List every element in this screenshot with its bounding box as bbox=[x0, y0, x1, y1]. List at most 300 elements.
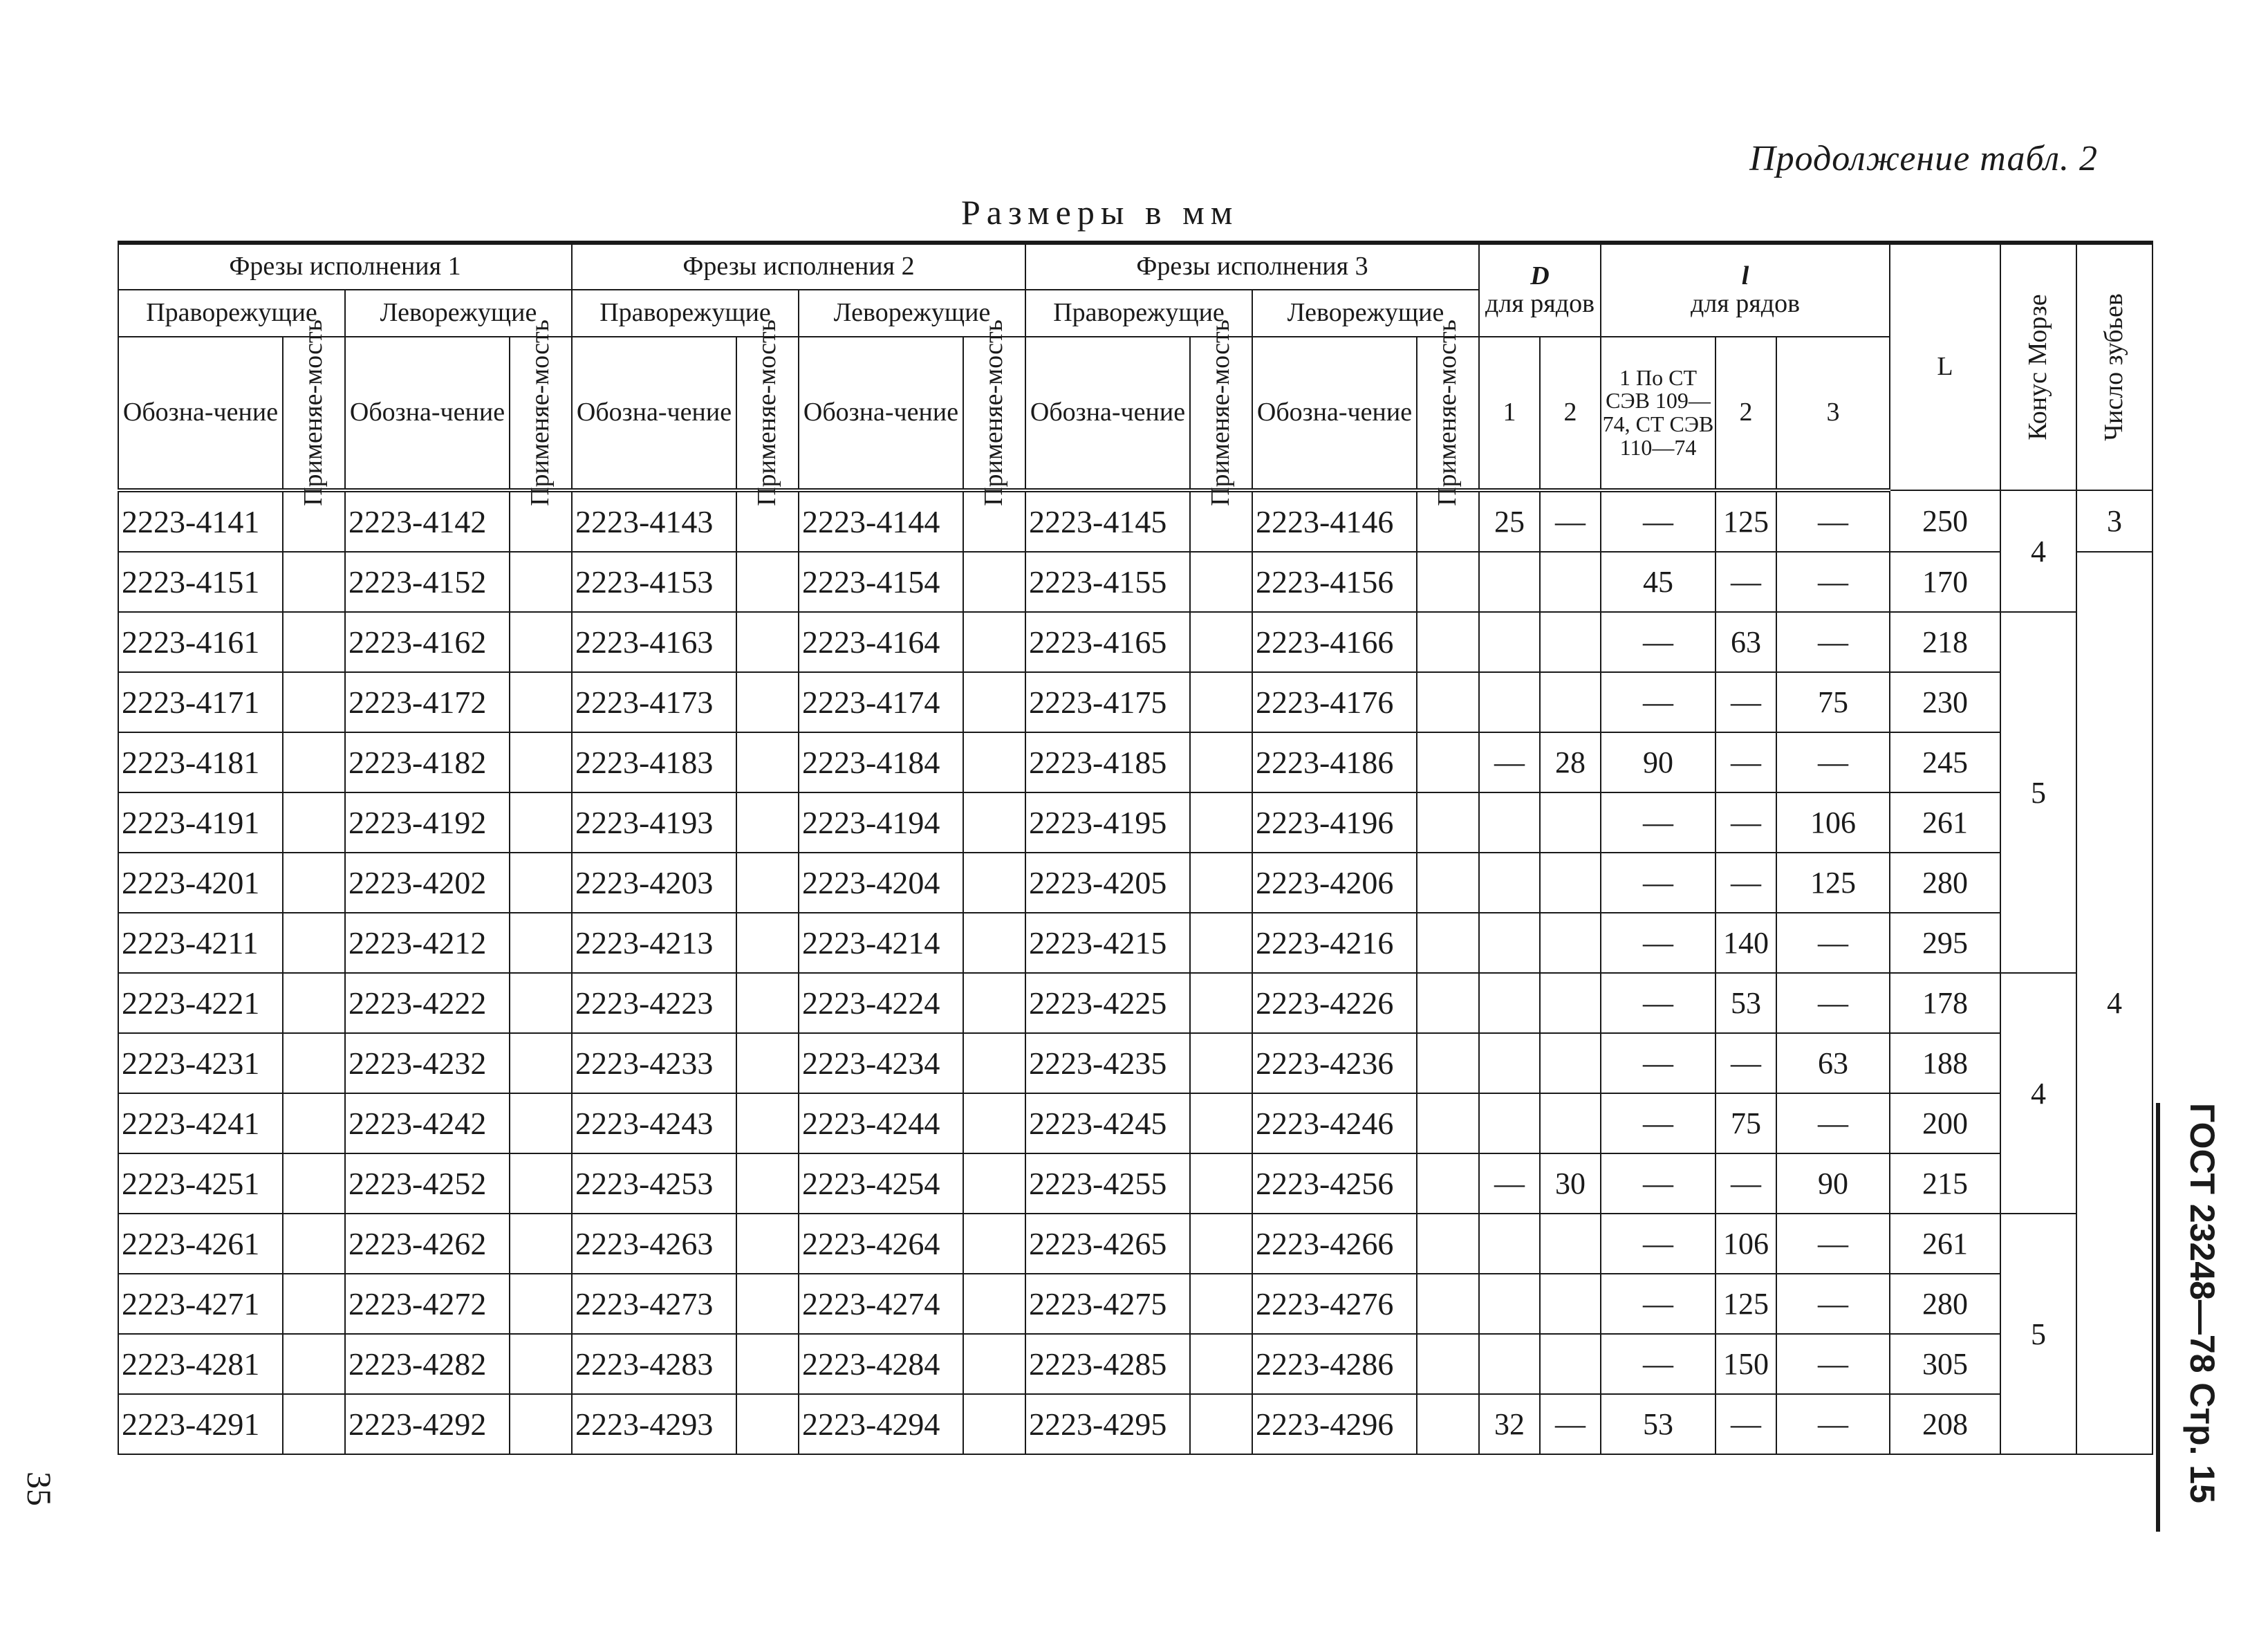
header-D-symbol: D bbox=[1530, 261, 1550, 291]
cutter-designation: 2223-4275 bbox=[1025, 1274, 1190, 1334]
cutter-designation: 2223-4234 bbox=[799, 1033, 963, 1093]
cutter-designation: 2223-4212 bbox=[345, 913, 510, 973]
cell-d2 bbox=[1540, 853, 1601, 913]
cutter-applicability bbox=[510, 1033, 572, 1093]
cutter-applicability bbox=[1417, 552, 1479, 612]
cutter-applicability bbox=[510, 672, 572, 732]
cutter-applicability bbox=[1417, 913, 1479, 973]
cutter-designation: 2223-4266 bbox=[1252, 1214, 1417, 1274]
cell-l2: — bbox=[1716, 672, 1776, 732]
cell-L: 261 bbox=[1890, 1214, 2000, 1274]
cell-L: 215 bbox=[1890, 1153, 2000, 1214]
cutter-applicability bbox=[1417, 973, 1479, 1033]
cell-l2: — bbox=[1716, 732, 1776, 792]
cutter-designation: 2223-4186 bbox=[1252, 732, 1417, 792]
cell-l3: — bbox=[1776, 1394, 1890, 1454]
cutter-applicability bbox=[736, 672, 799, 732]
cutter-applicability bbox=[283, 612, 345, 672]
cutter-applicability bbox=[1190, 1274, 1252, 1334]
cutter-designation: 2223-4155 bbox=[1025, 552, 1190, 612]
cell-l1: — bbox=[1601, 792, 1716, 853]
cell-l3: — bbox=[1776, 1214, 1890, 1274]
cell-l2: 125 bbox=[1716, 490, 1776, 552]
header-l-row-1: 1 По СТ СЭВ 109—74, СТ СЭВ 110—74 bbox=[1601, 337, 1716, 490]
cutter-designation: 2223-4162 bbox=[345, 612, 510, 672]
header-applicability-label: Применяе-мость bbox=[752, 319, 782, 506]
cell-l2: 53 bbox=[1716, 973, 1776, 1033]
teeth-count: 4 bbox=[2076, 552, 2153, 1454]
cutter-designation: 2223-4232 bbox=[345, 1033, 510, 1093]
cell-d1: 25 bbox=[1479, 490, 1540, 552]
morse-taper: 4 bbox=[2000, 490, 2076, 612]
cell-l3: — bbox=[1776, 490, 1890, 552]
cell-l1: — bbox=[1601, 1093, 1716, 1153]
cell-L: 295 bbox=[1890, 913, 2000, 973]
cutter-designation: 2223-4233 bbox=[572, 1033, 736, 1093]
cutter-designation: 2223-4293 bbox=[572, 1394, 736, 1454]
cutter-designation: 2223-4145 bbox=[1025, 490, 1190, 552]
cutter-designation: 2223-4273 bbox=[572, 1274, 736, 1334]
cell-d1 bbox=[1479, 853, 1540, 913]
cutter-applicability bbox=[963, 1274, 1025, 1334]
cutter-designation: 2223-4276 bbox=[1252, 1274, 1417, 1334]
cutter-designation: 2223-4224 bbox=[799, 973, 963, 1033]
cell-L: 178 bbox=[1890, 973, 2000, 1033]
header-l-symbol: l bbox=[1741, 261, 1749, 291]
cutter-applicability bbox=[963, 853, 1025, 913]
header-right-cutting: Праворежущие bbox=[1025, 290, 1252, 337]
cell-d2 bbox=[1540, 1033, 1601, 1093]
cell-d1 bbox=[1479, 552, 1540, 612]
cutter-designation: 2223-4146 bbox=[1252, 490, 1417, 552]
header-designation: Обозна-чение bbox=[1252, 337, 1417, 490]
cell-d2 bbox=[1540, 612, 1601, 672]
cutter-designation: 2223-4292 bbox=[345, 1394, 510, 1454]
cutter-applicability bbox=[510, 552, 572, 612]
cutter-designation: 2223-4235 bbox=[1025, 1033, 1190, 1093]
cutter-designation: 2223-4154 bbox=[799, 552, 963, 612]
cell-d1 bbox=[1479, 913, 1540, 973]
cutter-applicability bbox=[1417, 1214, 1479, 1274]
cell-l1: — bbox=[1601, 672, 1716, 732]
cutter-applicability bbox=[736, 612, 799, 672]
header-designation: Обозна-чение bbox=[572, 337, 736, 490]
table-body bbox=[118, 490, 2153, 1454]
cutter-designation: 2223-4294 bbox=[799, 1394, 963, 1454]
cell-d2 bbox=[1540, 1274, 1601, 1334]
cell-l1: — bbox=[1601, 1214, 1716, 1274]
cutter-applicability bbox=[963, 732, 1025, 792]
cell-l1: 53 bbox=[1601, 1394, 1716, 1454]
cell-l1: 45 bbox=[1601, 552, 1716, 612]
header-l-row-2: 2 bbox=[1716, 337, 1776, 490]
cell-d2: 30 bbox=[1540, 1153, 1601, 1214]
cell-d1 bbox=[1479, 1093, 1540, 1153]
cutter-applicability bbox=[1190, 1214, 1252, 1274]
cutter-applicability bbox=[736, 792, 799, 853]
cutter-applicability bbox=[1190, 732, 1252, 792]
cell-d2: 28 bbox=[1540, 732, 1601, 792]
header-D-row-1: 1 bbox=[1479, 337, 1540, 490]
header-D bbox=[1479, 243, 1601, 337]
header-right-cutting: Праворежущие bbox=[118, 290, 345, 337]
cutter-designation: 2223-4204 bbox=[799, 853, 963, 913]
cell-L: 261 bbox=[1890, 792, 2000, 853]
cell-d2 bbox=[1540, 973, 1601, 1033]
cell-L: 305 bbox=[1890, 1334, 2000, 1394]
cutter-applicability bbox=[736, 732, 799, 792]
cutter-designation: 2223-4165 bbox=[1025, 612, 1190, 672]
cutter-applicability bbox=[510, 732, 572, 792]
cutter-designation: 2223-4191 bbox=[118, 792, 283, 853]
cell-l1: 90 bbox=[1601, 732, 1716, 792]
table-row bbox=[118, 490, 2153, 552]
cutter-designation: 2223-4252 bbox=[345, 1153, 510, 1214]
header-morse bbox=[2000, 243, 2076, 490]
cutter-designation: 2223-4243 bbox=[572, 1093, 736, 1153]
header-D-sub: для рядов bbox=[1485, 289, 1595, 318]
cutter-designation: 2223-4214 bbox=[799, 913, 963, 973]
cell-l1: — bbox=[1601, 1033, 1716, 1093]
cell-d2 bbox=[1540, 1093, 1601, 1153]
cell-l1: — bbox=[1601, 1274, 1716, 1334]
cell-L: 170 bbox=[1890, 552, 2000, 612]
cutter-applicability bbox=[963, 1334, 1025, 1394]
cutter-applicability bbox=[736, 1334, 799, 1394]
table-row bbox=[118, 1033, 2153, 1093]
cutter-applicability bbox=[1417, 1153, 1479, 1214]
cell-l3: — bbox=[1776, 1334, 1890, 1394]
cell-l2: 140 bbox=[1716, 913, 1776, 973]
cutter-designation: 2223-4265 bbox=[1025, 1214, 1190, 1274]
cutter-applicability bbox=[510, 1214, 572, 1274]
header-l-row-3: 3 bbox=[1776, 337, 1890, 490]
cutter-applicability bbox=[283, 732, 345, 792]
cell-l2: 106 bbox=[1716, 1214, 1776, 1274]
table-row bbox=[118, 672, 2153, 732]
cell-d2: — bbox=[1540, 490, 1601, 552]
table-row bbox=[118, 1153, 2153, 1214]
header-left-cutting: Леворежущие bbox=[799, 290, 1025, 337]
cell-d2: — bbox=[1540, 1394, 1601, 1454]
cutter-designation: 2223-4256 bbox=[1252, 1153, 1417, 1214]
cutter-applicability bbox=[510, 1153, 572, 1214]
header-l-sub: для рядов bbox=[1690, 289, 1801, 318]
cell-d2 bbox=[1540, 672, 1601, 732]
cutter-applicability bbox=[510, 792, 572, 853]
header-applicability bbox=[1417, 319, 1479, 506]
cutter-designation: 2223-4254 bbox=[799, 1153, 963, 1214]
gost-stamp bbox=[2156, 1103, 2236, 1532]
cell-l1: — bbox=[1601, 1153, 1716, 1214]
cell-l3: — bbox=[1776, 552, 1890, 612]
table-row bbox=[118, 1334, 2153, 1394]
cell-d1 bbox=[1479, 672, 1540, 732]
header-morse-label: Конус Морзе bbox=[2023, 294, 2053, 440]
cutter-applicability bbox=[1417, 853, 1479, 913]
cutter-designation: 2223-4151 bbox=[118, 552, 283, 612]
cutter-designation: 2223-4206 bbox=[1252, 853, 1417, 913]
teeth-count: 3 bbox=[2076, 490, 2153, 552]
cutter-designation: 2223-4176 bbox=[1252, 672, 1417, 732]
cutter-applicability bbox=[283, 672, 345, 732]
cutter-designation: 2223-4291 bbox=[118, 1394, 283, 1454]
cell-l2: 125 bbox=[1716, 1274, 1776, 1334]
cutter-designation: 2223-4171 bbox=[118, 672, 283, 732]
cutter-designation: 2223-4285 bbox=[1025, 1334, 1190, 1394]
cutter-designation: 2223-4141 bbox=[118, 490, 283, 552]
cutter-designation: 2223-4263 bbox=[572, 1214, 736, 1274]
cutter-applicability bbox=[963, 973, 1025, 1033]
cutter-designation: 2223-4142 bbox=[345, 490, 510, 552]
cutter-applicability bbox=[283, 913, 345, 973]
table-continuation-caption: Продолжение табл. 2 bbox=[1749, 139, 2098, 178]
table-row bbox=[118, 552, 2153, 612]
cutter-applicability bbox=[963, 1033, 1025, 1093]
cell-l2: — bbox=[1716, 853, 1776, 913]
cutter-applicability bbox=[1417, 732, 1479, 792]
cutter-designation: 2223-4255 bbox=[1025, 1153, 1190, 1214]
cutter-designation: 2223-4274 bbox=[799, 1274, 963, 1334]
cell-l3: 90 bbox=[1776, 1153, 1890, 1214]
cutter-designation: 2223-4236 bbox=[1252, 1033, 1417, 1093]
header-designation: Обозна-чение bbox=[799, 337, 963, 490]
cutter-applicability bbox=[283, 1214, 345, 1274]
cutter-applicability bbox=[510, 913, 572, 973]
cutter-applicability bbox=[510, 612, 572, 672]
cutter-applicability bbox=[736, 1214, 799, 1274]
table-row bbox=[118, 1214, 2153, 1274]
cutter-designation: 2223-4184 bbox=[799, 732, 963, 792]
cell-d1 bbox=[1479, 612, 1540, 672]
table-row bbox=[118, 1093, 2153, 1153]
cutter-applicability bbox=[283, 1394, 345, 1454]
cell-l3: 63 bbox=[1776, 1033, 1890, 1093]
cutter-applicability bbox=[963, 1394, 1025, 1454]
cutter-applicability bbox=[736, 1153, 799, 1214]
cutter-designation: 2223-4253 bbox=[572, 1153, 736, 1214]
cutter-applicability bbox=[1417, 1334, 1479, 1394]
cutter-designation: 2223-4251 bbox=[118, 1153, 283, 1214]
table-row bbox=[118, 612, 2153, 672]
cutter-applicability bbox=[1190, 1153, 1252, 1214]
cutter-applicability bbox=[1190, 1093, 1252, 1153]
header-applicability bbox=[1190, 319, 1252, 506]
cutter-applicability bbox=[1190, 672, 1252, 732]
header-left-cutting: Леворежущие bbox=[345, 290, 572, 337]
cell-d1: 32 bbox=[1479, 1394, 1540, 1454]
header-designation: Обозна-чение bbox=[118, 337, 283, 490]
header-applicability-label: Применяе-мость bbox=[1433, 319, 1462, 506]
header-teeth-label: Число зубьев bbox=[2099, 293, 2129, 441]
cutter-applicability bbox=[963, 612, 1025, 672]
cell-L: 280 bbox=[1890, 1274, 2000, 1334]
cutter-designation: 2223-4226 bbox=[1252, 973, 1417, 1033]
cutter-applicability bbox=[963, 913, 1025, 973]
header-group-1: Фрезы исполнения 1 bbox=[118, 243, 572, 290]
cutter-applicability bbox=[736, 973, 799, 1033]
cutter-designation: 2223-4231 bbox=[118, 1033, 283, 1093]
cutter-designation: 2223-4216 bbox=[1252, 913, 1417, 973]
header-applicability-label: Применяе-мость bbox=[299, 319, 328, 506]
cutter-applicability bbox=[963, 1214, 1025, 1274]
cell-l3: — bbox=[1776, 973, 1890, 1033]
cutter-designation: 2223-4264 bbox=[799, 1214, 963, 1274]
header-D-row-2: 2 bbox=[1540, 337, 1601, 490]
cutter-applicability bbox=[736, 1274, 799, 1334]
cutter-applicability bbox=[283, 1153, 345, 1214]
cell-L: 280 bbox=[1890, 853, 2000, 913]
cell-L: 230 bbox=[1890, 672, 2000, 732]
cutter-designation: 2223-4284 bbox=[799, 1334, 963, 1394]
cutter-designation: 2223-4225 bbox=[1025, 973, 1190, 1033]
cell-d1 bbox=[1479, 1033, 1540, 1093]
header-applicability bbox=[963, 319, 1025, 506]
header-designation: Обозна-чение bbox=[345, 337, 510, 490]
morse-taper: 5 bbox=[2000, 1214, 2076, 1454]
cutter-designation: 2223-4202 bbox=[345, 853, 510, 913]
morse-taper: 5 bbox=[2000, 612, 2076, 973]
cell-l2: 75 bbox=[1716, 1093, 1776, 1153]
cutter-designation: 2223-4262 bbox=[345, 1214, 510, 1274]
cutter-applicability bbox=[1190, 552, 1252, 612]
cell-d1: — bbox=[1479, 1153, 1540, 1214]
cutter-applicability bbox=[1417, 612, 1479, 672]
morse-taper: 4 bbox=[2000, 973, 2076, 1214]
table-row bbox=[118, 1274, 2153, 1334]
cutter-designation: 2223-4156 bbox=[1252, 552, 1417, 612]
cutter-designation: 2223-4196 bbox=[1252, 792, 1417, 853]
cell-l1: — bbox=[1601, 612, 1716, 672]
cutter-applicability bbox=[510, 853, 572, 913]
cutter-applicability bbox=[736, 853, 799, 913]
cell-L: 218 bbox=[1890, 612, 2000, 672]
header-left-cutting: Леворежущие bbox=[1252, 290, 1479, 337]
cell-l1: — bbox=[1601, 913, 1716, 973]
cutter-applicability bbox=[1190, 973, 1252, 1033]
cell-d1 bbox=[1479, 973, 1540, 1033]
cell-l3: 125 bbox=[1776, 853, 1890, 913]
header-applicability-label: Применяе-мость bbox=[1206, 319, 1236, 506]
cell-l2: — bbox=[1716, 552, 1776, 612]
cutter-applicability bbox=[510, 1394, 572, 1454]
cell-l2: — bbox=[1716, 792, 1776, 853]
cutter-designation: 2223-4183 bbox=[572, 732, 736, 792]
cutter-designation: 2223-4152 bbox=[345, 552, 510, 612]
cell-L: 200 bbox=[1890, 1093, 2000, 1153]
cell-l3: 106 bbox=[1776, 792, 1890, 853]
cutter-designation: 2223-4241 bbox=[118, 1093, 283, 1153]
cutter-applicability bbox=[1190, 913, 1252, 973]
cell-l2: 150 bbox=[1716, 1334, 1776, 1394]
cutter-designation: 2223-4203 bbox=[572, 853, 736, 913]
header-applicability-label: Применяе-мость bbox=[526, 319, 555, 506]
cutter-applicability bbox=[1190, 1394, 1252, 1454]
cutter-designation: 2223-4166 bbox=[1252, 612, 1417, 672]
cutter-applicability bbox=[963, 1153, 1025, 1214]
header-group-2: Фрезы исполнения 2 bbox=[572, 243, 1025, 290]
header-applicability bbox=[736, 319, 799, 506]
header-applicability-label: Применяе-мость bbox=[979, 319, 1009, 506]
cutter-designation: 2223-4223 bbox=[572, 973, 736, 1033]
cutter-designation: 2223-4296 bbox=[1252, 1394, 1417, 1454]
cutter-designation: 2223-4215 bbox=[1025, 913, 1190, 973]
cutter-applicability bbox=[736, 913, 799, 973]
cell-l2: 63 bbox=[1716, 612, 1776, 672]
cutter-designation: 2223-4295 bbox=[1025, 1394, 1190, 1454]
cell-d2 bbox=[1540, 1334, 1601, 1394]
header-L: L bbox=[1890, 243, 2000, 490]
cutter-applicability bbox=[283, 792, 345, 853]
cutter-applicability bbox=[1417, 672, 1479, 732]
cutter-designation: 2223-4201 bbox=[118, 853, 283, 913]
cutter-designation: 2223-4182 bbox=[345, 732, 510, 792]
cell-l3: — bbox=[1776, 732, 1890, 792]
cutter-designation: 2223-4193 bbox=[572, 792, 736, 853]
cell-d1 bbox=[1479, 1334, 1540, 1394]
header-applicability bbox=[283, 319, 345, 506]
cutter-designation: 2223-4282 bbox=[345, 1334, 510, 1394]
cell-l2: — bbox=[1716, 1153, 1776, 1214]
cutter-applicability bbox=[283, 1334, 345, 1394]
header-applicability bbox=[510, 319, 572, 506]
table-row bbox=[118, 732, 2153, 792]
cell-d2 bbox=[1540, 552, 1601, 612]
cutter-applicability bbox=[510, 1334, 572, 1394]
cell-d1 bbox=[1479, 1214, 1540, 1274]
cutter-applicability bbox=[736, 552, 799, 612]
cell-l3: — bbox=[1776, 1093, 1890, 1153]
cutter-designation: 2223-4271 bbox=[118, 1274, 283, 1334]
header-teeth bbox=[2076, 243, 2153, 490]
cutter-applicability bbox=[963, 552, 1025, 612]
cutter-designation: 2223-4143 bbox=[572, 490, 736, 552]
cutter-designation: 2223-4261 bbox=[118, 1214, 283, 1274]
cutter-applicability bbox=[283, 853, 345, 913]
cell-L: 245 bbox=[1890, 732, 2000, 792]
table-row bbox=[118, 973, 2153, 1033]
cutter-designation: 2223-4242 bbox=[345, 1093, 510, 1153]
header-l bbox=[1601, 243, 1890, 337]
cutter-designation: 2223-4283 bbox=[572, 1334, 736, 1394]
cutters-table bbox=[118, 241, 2153, 1455]
cutter-designation: 2223-4163 bbox=[572, 612, 736, 672]
cutter-applicability bbox=[283, 973, 345, 1033]
cutter-designation: 2223-4153 bbox=[572, 552, 736, 612]
cutter-designation: 2223-4173 bbox=[572, 672, 736, 732]
cutter-applicability bbox=[510, 1274, 572, 1334]
cutter-designation: 2223-4213 bbox=[572, 913, 736, 973]
page-number: 35 bbox=[20, 1472, 59, 1506]
cutter-applicability bbox=[1417, 1394, 1479, 1454]
cutter-designation: 2223-4144 bbox=[799, 490, 963, 552]
cell-L: 250 bbox=[1890, 490, 2000, 552]
cutter-designation: 2223-4245 bbox=[1025, 1093, 1190, 1153]
header-group-3: Фрезы исполнения 3 bbox=[1025, 243, 1479, 290]
header-designation: Обозна-чение bbox=[1025, 337, 1190, 490]
cutter-applicability bbox=[1190, 792, 1252, 853]
cutter-applicability bbox=[1190, 853, 1252, 913]
cell-l3: — bbox=[1776, 612, 1890, 672]
cutter-applicability bbox=[963, 792, 1025, 853]
cutter-applicability bbox=[283, 552, 345, 612]
cutter-designation: 2223-4164 bbox=[799, 612, 963, 672]
cutter-applicability bbox=[736, 1394, 799, 1454]
table-row bbox=[118, 853, 2153, 913]
cell-l1: — bbox=[1601, 490, 1716, 552]
cell-d1: — bbox=[1479, 732, 1540, 792]
cutter-applicability bbox=[1417, 1274, 1479, 1334]
